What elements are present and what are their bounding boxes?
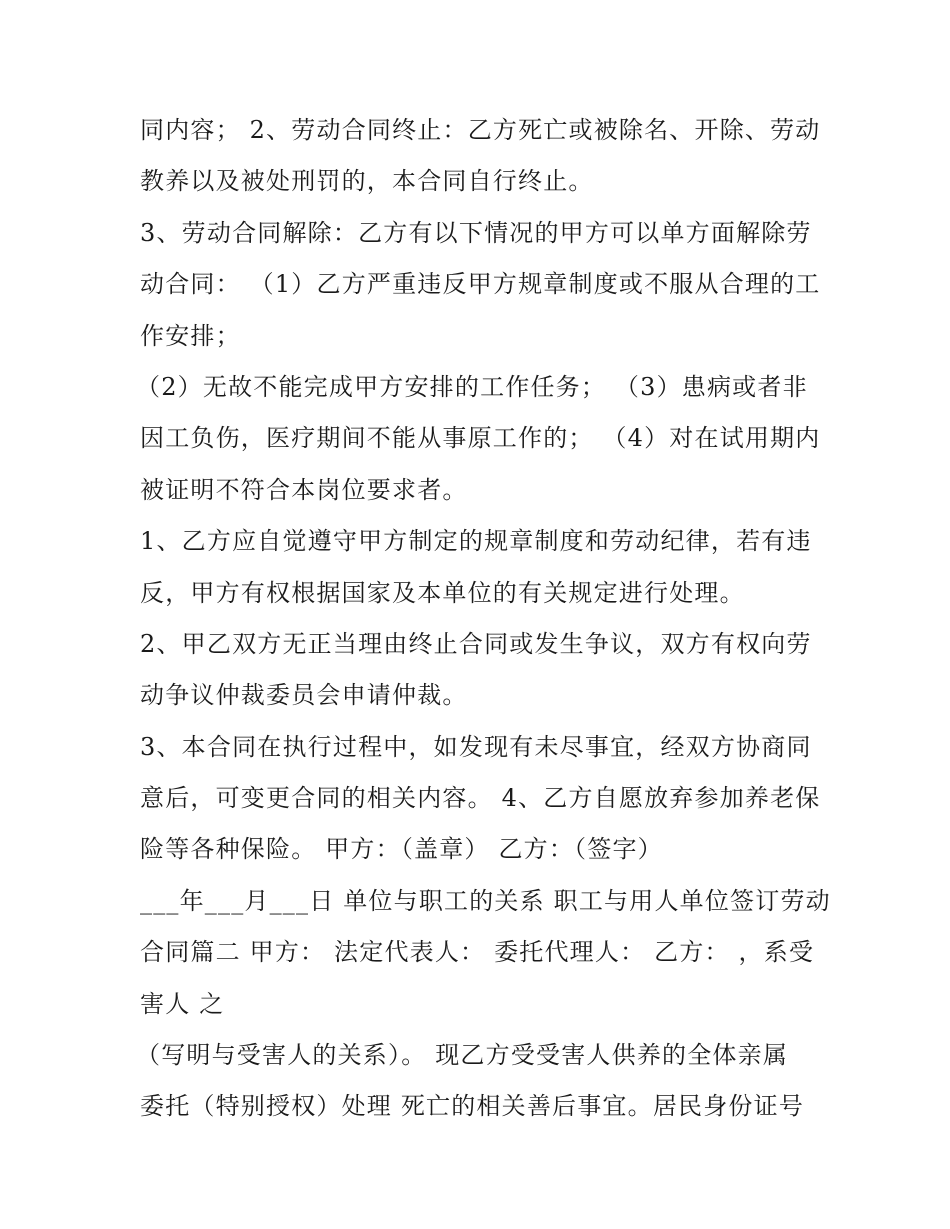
text-line: 同内容； 2、劳动合同终止：乙方死亡或被除名、开除、劳动 bbox=[140, 116, 821, 144]
text-line: 委托（特别授权）处理 死亡的相关善后事宜。居民身份证号 bbox=[140, 1092, 805, 1121]
text-line: 被证明不符合本岗位要求者。 bbox=[140, 475, 468, 504]
text-line: 动合同： （1）乙方严重违反甲方规章制度或不服从合理的工 bbox=[140, 270, 821, 299]
text-line: 3、劳动合同解除：乙方有以下情况的甲方可以单方面解除劳 bbox=[140, 218, 812, 247]
text-line: 合同篇二 甲方： 法定代表人： 委托代理人： 乙方： ，系受 bbox=[140, 938, 815, 967]
text-line: 反，甲方有权根据国家及本单位的有关规定进行处理。 bbox=[140, 578, 745, 607]
text-line: 意后，可变更合同的相关内容。 4、乙方自愿放弃参加养老保 bbox=[140, 784, 821, 813]
text-line: （写明与受害人的关系）。 现乙方受受害人供养的全体亲属 bbox=[136, 1041, 789, 1070]
text-line: 2、甲乙双方无正当理由终止合同或发生争议，双方有权向劳 bbox=[140, 629, 812, 658]
text-line: 因工负伤，医疗期间不能从事原工作的； （4）对在试用期内 bbox=[140, 424, 821, 453]
text-line: （2）无故不能完成甲方安排的工作任务； （3）患病或者非 bbox=[136, 372, 808, 401]
text-line: 险等各种保险。 甲方：（盖章） 乙方：（签字） bbox=[140, 835, 663, 864]
text-line: 教养以及被处刑罚的，本合同自行终止。 bbox=[140, 167, 594, 196]
text-line: 害人 之 bbox=[140, 989, 225, 1018]
text-line: ___年___月___日 单位与职工的关系 职工与用人单位签订劳动 bbox=[140, 886, 831, 915]
text-line: 动争议仲裁委员会申请仲裁。 bbox=[140, 681, 468, 710]
text-line: 1、乙方应自觉遵守甲方制定的规章制度和劳动纪律，若有违 bbox=[140, 527, 812, 556]
text-line: 3、本合同在执行过程中，如发现有未尽事宜，经双方协商同 bbox=[140, 732, 812, 761]
text-line: 作安排； bbox=[140, 321, 241, 350]
document-body bbox=[136, 105, 831, 1133]
